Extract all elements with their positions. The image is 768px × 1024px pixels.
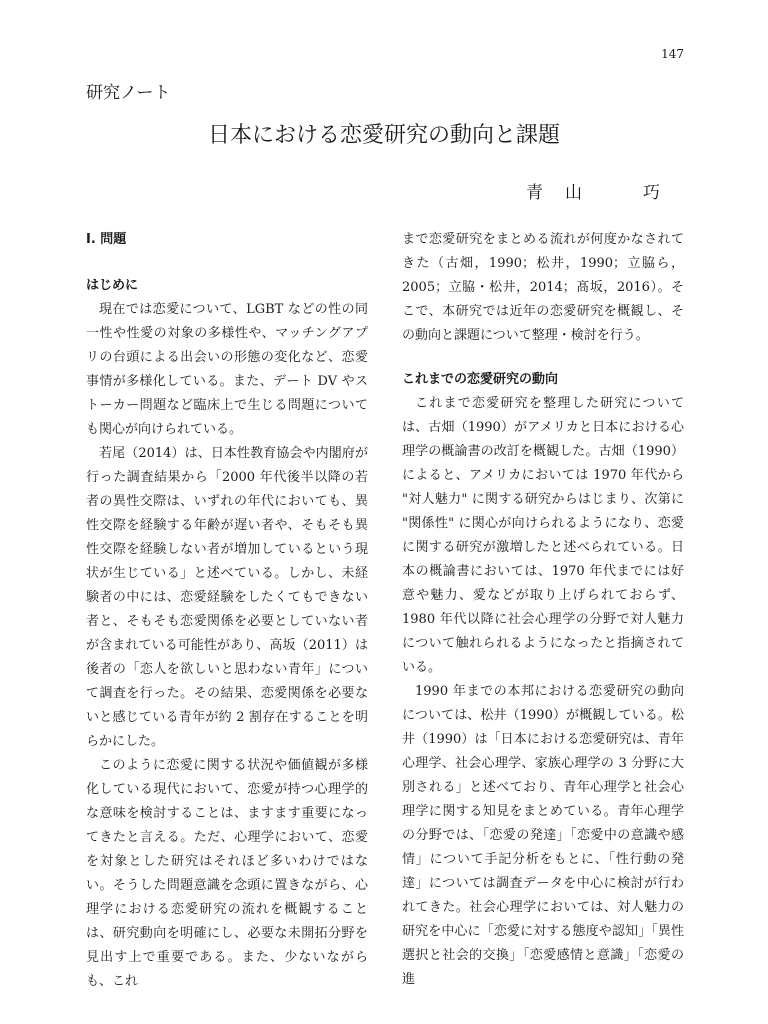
subheading-research-trends: これまでの恋愛研究の動向 xyxy=(402,372,559,387)
section-heading: Ⅰ. 問題 xyxy=(86,232,127,247)
section-label: 研究ノート xyxy=(86,83,171,103)
left-column xyxy=(86,228,368,994)
page-number: 147 xyxy=(661,47,684,61)
paragraph: 1990 年までの本邦における恋愛研究の動向については、松井（1990）が概観している。松井（1990）は「日本における恋愛研究は、青年心理学、社会心理学、家族心理学の 3 分野に大別される」と述べており、青年心理学と社会心理学に関する知見をまとめている。青年心理学の分野では、「恋愛の発達」「恋愛中の意識や感情」について手記分析をもとに、「性行動の発達」については調査データを中心に検討が行われてきた。社会心理学においては、対人魅力の研究を中心に「恋愛に対する態度や認知」「異性選択と社会的交換」「恋愛感情と意識」「恋愛の進 xyxy=(402,684,684,987)
paragraph: 若尾（2014）は、日本性教育協会や内閣府が行った調査結果から「2000 年代後半以降の若者の異性交際は、いずれの年代においても、異性交際を経験する年齢が遅い者や、そもそも異性交際を経験しない者が増加しているという現状が生じている」と述べている。しかし、未経験者の中には、恋愛経験をしたくてもできない者と、そもそも恋愛関係を必要としていない者が含まれている可能性があり、高坂（2011）は後者の「恋人を欲しいと思わない青年」について調査を行った。その結果、恋愛関係を必要ないと感じている青年が約 2 割存在することを明らかにした。 xyxy=(86,446,368,749)
paragraph: 現在では恋愛について、LGBT などの性の同一性や性愛の対象の多様性や、マッチングアプリの台頭による出会いの形態の変化など、恋愛事情が多様化している。また、デート DV やストーカー問題など臨床上で生じる問題についても関心が向けられている。 xyxy=(86,302,368,437)
paragraph: これまで恋愛研究を整理した研究については、古畑（1990）がアメリカと日本における心理学の概論書の改訂を概観した。古畑（1990）によると、アメリカにおいては 1970 年代から "対人魅力" に関する研究からはじまり、次第に "関係性" に関心が向けられるようになり、恋愛に関する研究が激増したと述べられている。日本の概論書においては、1970 年代までには好意や魅力、愛などが取り上げられておらず、1980 年代以降に社会心理学の分野で対人魅力について触れられるようになったと指摘されている。 xyxy=(402,396,684,675)
author-name: 青山 巧 xyxy=(526,183,682,203)
paragraph: このように恋愛に関する状況や価値観が多様化している現代において、恋愛が持つ心理学的な意味を検討することは、ますます重要になってきたと言える。ただ、心理学において、恋愛を対象とした研究はそれほど多いわけではない。そうした問題意識を念頭に置きながら、心理学における恋愛研究の流れを概観することは、研究動向を明確にし、必要な未開拓分野を見出す上で重要である。また、少ないながらも、これ xyxy=(86,758,368,989)
right-column xyxy=(402,228,684,992)
subheading-introduction: はじめに xyxy=(86,278,139,293)
page-title: 日本における恋愛研究の動向と課題 xyxy=(207,123,560,148)
paragraph-continuation: まで恋愛研究をまとめる流れが何度かなされてきた（古畑，1990；松井，1990；立脇ら，2005；立脇・松井，2014；髙坂，2016）。そこで、本研究では近年の恋愛研究を概観し、その動向と課題について整理・検討を行う。 xyxy=(402,232,684,343)
